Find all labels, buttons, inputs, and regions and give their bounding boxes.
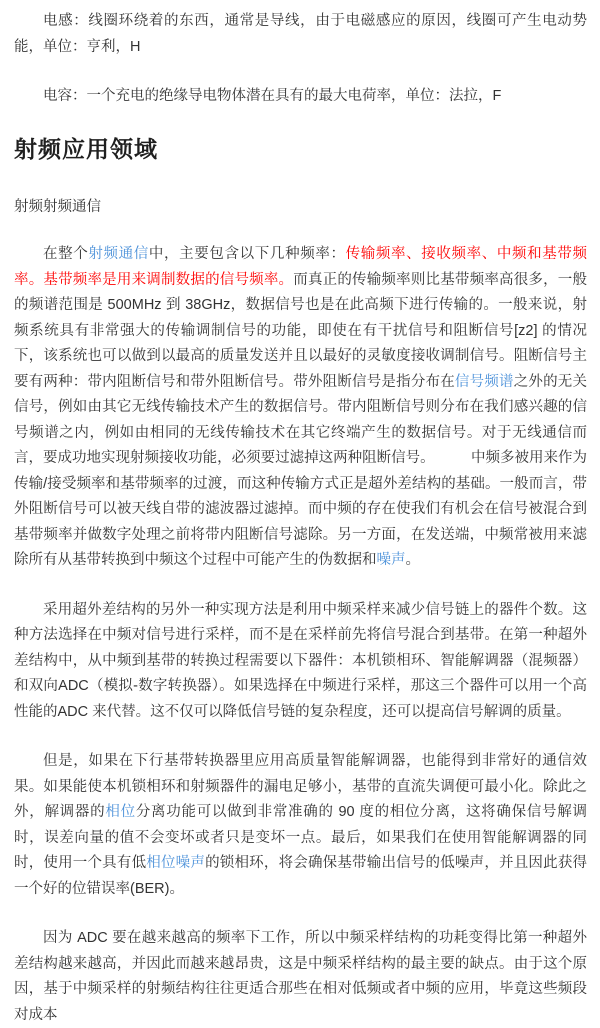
paragraph-text: 而真正的传输频率则比基带频率高很多，一般的频谱范围是 500MHz 到 38GHz，数据信号也是在此高频下进行传输的。一般来说，射频系统具有非常强大的传输调制信号的功能，即使在有干扰信号和阻断信号[z2] 的情况下，该系统也可以做到以最高的质量发送并且以最好的灵敏度接收调制信号。阻断信号主要有两种：带内阻断信号和带外阻断信号。带外阻断信号是指分布在 [14, 271, 587, 390]
rf-frequencies-paragraph [14, 242, 587, 574]
capacitance-text: 电容：一个充电的绝缘导电物体潜在具有的最大电荷率，单位：法拉，F [43, 88, 502, 104]
red-highlight-text: 传输频率、接收频率、中频和基带频率。基带频率是用来调制数据的信号频率。 [14, 246, 588, 288]
section-heading: 射频应用领域 [14, 135, 158, 162]
noise-link[interactable]: 噪声 [376, 552, 406, 568]
paragraph-text: 的锁相环，将会确保基带输出信号的低噪声，并且因此获得一个好的位错误率(BER)。 [14, 855, 588, 897]
rf-communication-link[interactable]: 射频通信 [88, 246, 149, 262]
paragraph-text: 但是，如果在下行基带转换器里应用高质量智能解调器，也能得到非常好的通信效果。如果能使本机锁相环和射频器件的漏电足够小，基带的直流失调便可最小化。除此之外，解调器的 [14, 753, 587, 820]
paragraph-text: 。 [405, 552, 420, 568]
subsection-title: 射频射频通信 [14, 198, 101, 215]
phase-noise-link[interactable]: 相位噪声 [146, 855, 206, 871]
demodulator-paragraph [14, 749, 587, 902]
signal-spectrum-link[interactable]: 信号频谱 [454, 373, 514, 390]
phase-link[interactable]: 相位 [105, 804, 136, 820]
adc-cost-paragraph [14, 926, 587, 1028]
paragraph-text: 因为 ADC 要在越来越高的频率下工作，所以中频采样结构的功耗变得比第一种超外差结构越来越高，并因此而越来越昂贵，这是中频采样结构的最主要的缺点。由于这个原因，基于中频采样的射频结构往往更适合那些在相对低频或者中频的应用，毕竟这些频段对成本 [14, 930, 587, 1023]
inductance-text: 电感：线圈环绕着的东西，通常是导线，由于电磁感应的原因，线圈可产生电动势能，单位：亨利，H [14, 13, 587, 55]
paragraph-text: 分离功能可以做到非常准确的 90 度的相位分离，这将确保信号解调时，误差向量的值不会变坏或者只是变坏一点。最后，如果我们在使用智能解调器的同时，使用一个具有低 [14, 804, 588, 871]
paragraph-text: 中，主要包含以下几种频率： [148, 246, 346, 262]
paragraph-text: 在整个 [43, 246, 89, 262]
if-sampling-paragraph [14, 598, 587, 726]
paragraph-text: 之外的无关信号，例如由其它无线传输技术产生的数据信号。带内阻断信号则分布在我们感兴趣的信号频谱之内，例如由相同的无线传输技术在其它终端产生的数据信号。对于无线通信而言，要成功地实现射频接收功能，必须要过滤掉这两种阻断信号。 中频多被用来作为传输/接受频率和基带频率的过渡，而这种传输方式正是超外差结构的基础。一般而言，带外阻断信号可以被天线自带的滤波器过滤掉。而中频的存在使我们有机会在信号被混合到基带频率并做数字处理之前将带内阻断信号滤除。另一方面，在发送端，中频常被用来滤除所有从基带转换到中频这个过程中可能产生的伪数据和 [14, 373, 588, 568]
inductance-paragraph [14, 9, 587, 60]
capacitance-paragraph [14, 84, 587, 110]
paragraph-text: 采用超外差结构的另外一种实现方法是利用中频采样来减少信号链上的器件个数。这种方法选择在中频对信号进行采样，而不是在采样前先将信号混合到基带。在第一种超外差结构中，从中频到基带的转换过程需要以下器件：本机锁相环、智能解调器（混频器）和双向ADC（模拟-数字转换器）。如果选择在中频进行采样，那这三个器件可以用一个高性能的ADC 来代替。这不仅可以降低信号链的复杂程度，还可以提高信号解调的质量。 [14, 601, 587, 720]
